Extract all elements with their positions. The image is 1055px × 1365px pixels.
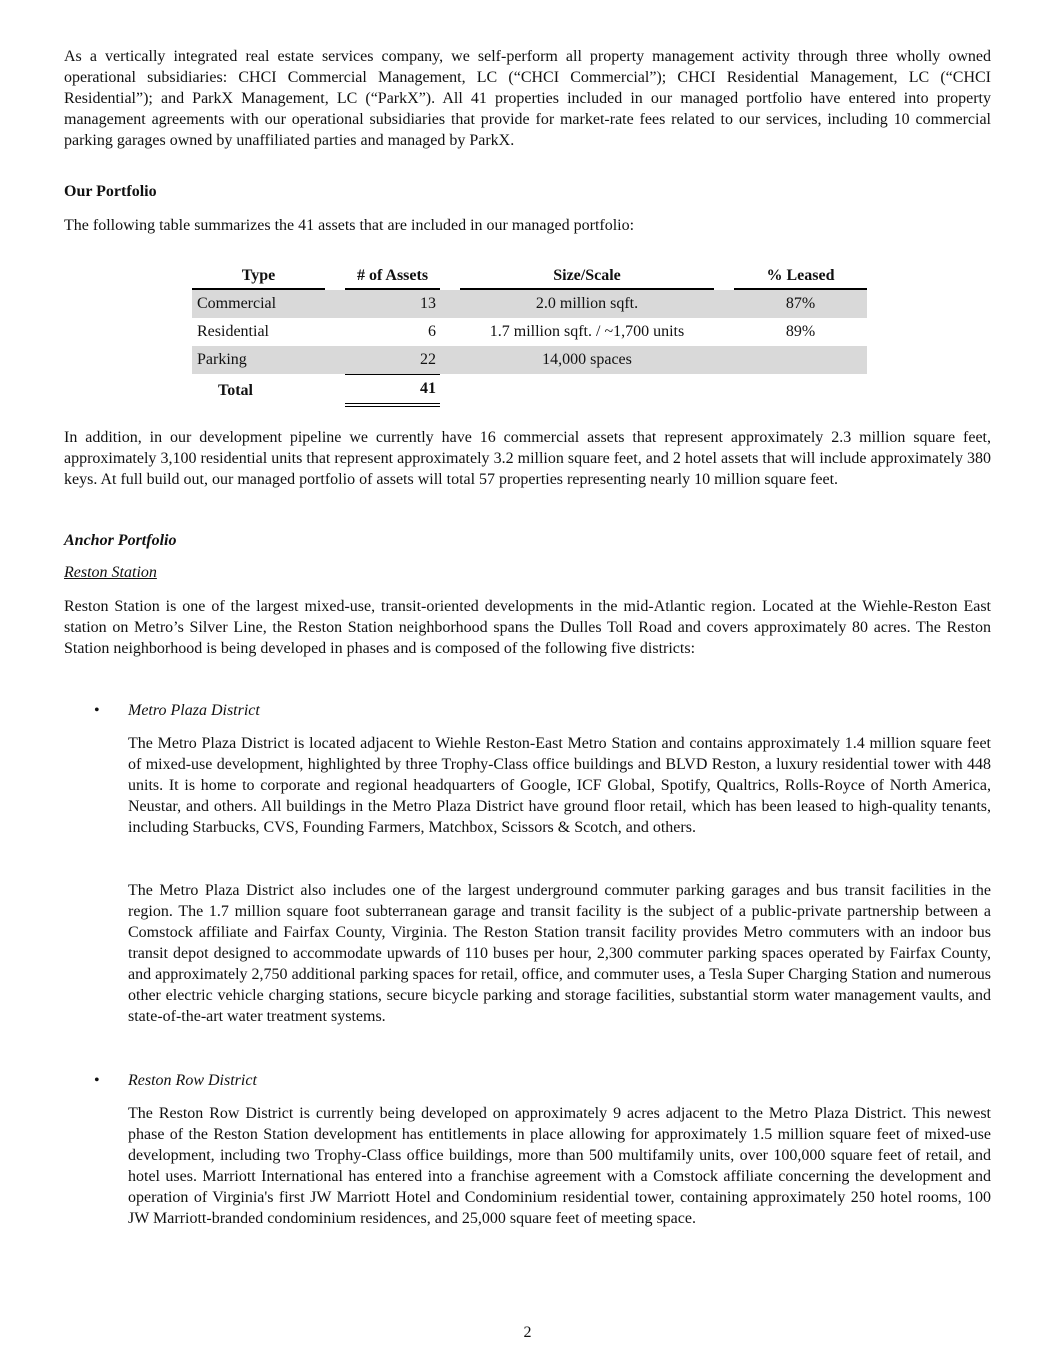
metro-plaza-label: Metro Plaza District	[128, 702, 260, 719]
table-row	[192, 318, 867, 346]
reston-station-heading: Reston Station	[64, 564, 157, 581]
cell-type: Parking	[192, 346, 325, 374]
table-intro-paragraph: The following table summarizes the 41 assets that are included in our managed portfolio:	[64, 217, 635, 234]
cell-type: Commercial	[192, 290, 325, 318]
portfolio-table	[192, 264, 867, 407]
cell-assets: 22	[345, 346, 440, 374]
bullet-metro-plaza: •	[94, 702, 100, 719]
anchor-portfolio-heading: Anchor Portfolio	[64, 532, 177, 549]
cell-assets: 13	[345, 290, 440, 318]
cell-leased: 89%	[785, 323, 816, 340]
cell-leased	[734, 346, 867, 374]
reston-description: Reston Station is one of the largest mixed-use, transit-oriented developments in the mid-Atlantic region. Located at the Wiehle-Reston East station on Metro’s Silver Line, the Reston Station neighborhood spans the Dulles Toll Road and covers approximately 80 acres. The Reston Station neighborhood is being developed in phases and is composed of the following five districts:	[64, 598, 991, 657]
table-total-row	[192, 374, 867, 407]
header-size: Size/Scale	[460, 264, 714, 290]
cell-leased: 87%	[734, 290, 867, 318]
portfolio-heading: Our Portfolio	[64, 183, 157, 200]
header-leased: % Leased	[734, 264, 867, 290]
cell-assets: 6	[428, 323, 436, 340]
page-number: 2	[523, 1324, 532, 1341]
total-value: 41	[345, 374, 440, 407]
cell-size: 1.7 million sqft. / ~1,700 units	[489, 323, 685, 340]
metro-plaza-paragraph-1: The Metro Plaza District is located adjacent to Wiehle Reston-East Metro Station and contains approximately 1.4 million square feet of mixed-use development, highlighted by three Trophy-Class office buildings and BLVD Reston, a luxury residential tower with 448 units. It is home to corporate and regional headquarters of Google, ICF Global, Spotify, Qualtrics, Rolls-Royce of North America, Neustar, and others. All buildings in the Metro Plaza District have ground floor retail, which has been leased to high-quality tenants, including Starbucks, CVS, Founding Farmers, Matchbox, Scissors & Scotch, and others.	[128, 735, 991, 836]
header-type: Type	[192, 264, 325, 290]
cell-size: 2.0 million sqft.	[460, 290, 714, 318]
table-row	[192, 346, 867, 374]
pipeline-paragraph: In addition, in our development pipeline we currently have 16 commercial assets that represent approximately 2.3 million square feet, approximately 3,100 residential units that represent approximately 3.2 million square feet, and 2 hotel assets that will include approximately 380 keys. At full build out, our managed portfolio of assets will total 57 properties representing nearly 10 million square feet.	[64, 429, 991, 488]
cell-size: 14,000 spaces	[460, 346, 714, 374]
total-label: Total	[218, 381, 253, 399]
header-assets: # of Assets	[345, 264, 440, 290]
reston-row-label: Reston Row District	[128, 1072, 257, 1089]
bullet-reston-row: •	[94, 1072, 100, 1089]
metro-plaza-paragraph-2: The Metro Plaza District also includes one of the largest underground commuter parking garages and bus transit facilities in the region. The 1.7 million square foot subterranean garage and transit facility is the subject of a public-private partnership between a Comstock affiliate and Fairfax County, Virginia. The Reston Station transit facility provides Metro commuters with an indoor bus transit depot designed to accommodate upwards of 110 buses per hour, 2,300 commuter parking spaces operated by Fairfax County, and approximately 2,750 additional parking spaces for retail, office, and commuter uses, a Tesla Super Charging Station and numerous other electric vehicle charging stations, secure bicycle parking and storage facilities, substantial storm water management vaults, and state-of-the-art water treatment systems.	[128, 882, 991, 1025]
intro-paragraph: As a vertically integrated real estate services company, we self-perform all property management activity through three wholly owned operational subsidiaries: CHCI Commercial Management, LC (“CHCI Commercial”); CHCI Residential Management, LC (“CHCI Residential”); and ParkX Management, LC (“ParkX”). All 41 properties included in our managed portfolio have entered into property management agreements with our operational subsidiaries that provide for market-rate fees related to our services, including 10 commercial parking garages owned by unaffiliated parties and managed by ParkX.	[64, 48, 991, 149]
reston-row-paragraph: The Reston Row District is currently being developed on approximately 9 acres adjacent to the Metro Plaza District. This newest phase of the Reston Station development has entitlements in place allowing for approximately 1.5 million square feet of mixed-use development, including two Trophy-Class office buildings, more than 500 multifamily units, over 100,000 square feet of retail, and hotel uses. Marriott International has entered into a franchise agreement with a Comstock affiliate concerning the development and operation of Virginia's first JW Marriott Hotel and Condominium residential tower, containing approximately 250 hotel rooms, 100 JW Marriott-branded condominium residences, and 25,000 square feet of meeting space.	[128, 1105, 991, 1227]
table-row	[192, 290, 867, 318]
table-header-row	[192, 264, 867, 290]
cell-type: Residential	[197, 323, 269, 340]
